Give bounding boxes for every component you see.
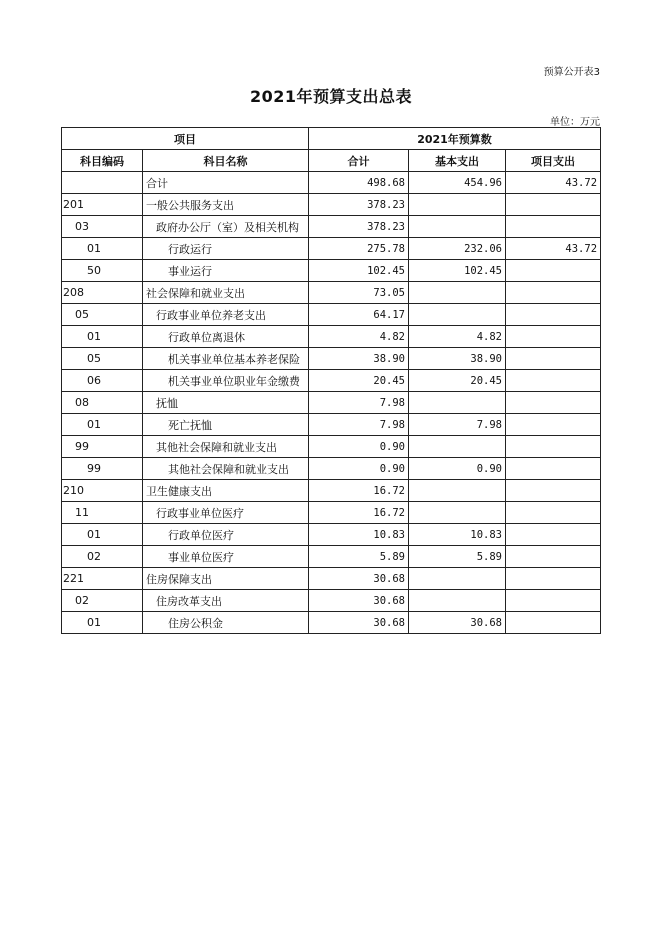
- header-basic: 基本支出: [409, 150, 506, 172]
- cell-name: 卫生健康支出: [143, 480, 309, 502]
- table-row: [62, 612, 601, 634]
- cell-project: [506, 348, 601, 370]
- header-total: 合计: [309, 150, 409, 172]
- cell-code: 05: [62, 348, 143, 370]
- cell-code: 208: [62, 282, 143, 304]
- table-row: [62, 370, 601, 392]
- cell-total: 275.78: [309, 238, 409, 260]
- cell-name: 机关事业单位职业年金缴费: [143, 370, 309, 392]
- cell-basic: 232.06: [409, 238, 506, 260]
- cell-project: [506, 458, 601, 480]
- cell-basic: [409, 480, 506, 502]
- cell-name: 合计: [143, 172, 309, 194]
- cell-name: 住房保障支出: [143, 568, 309, 590]
- cell-code: 01: [62, 326, 143, 348]
- cell-total: 64.17: [309, 304, 409, 326]
- cell-basic: [409, 216, 506, 238]
- cell-name: 社会保障和就业支出: [143, 282, 309, 304]
- table-row: [62, 260, 601, 282]
- cell-name: 政府办公厅（室）及相关机构: [143, 216, 309, 238]
- header-row-2: [62, 150, 601, 172]
- table-row: [62, 326, 601, 348]
- cell-basic: 10.83: [409, 524, 506, 546]
- cell-total: 73.05: [309, 282, 409, 304]
- cell-project: [506, 282, 601, 304]
- header-budget: 2021年预算数: [309, 128, 601, 150]
- cell-code: 99: [62, 458, 143, 480]
- cell-basic: [409, 568, 506, 590]
- cell-code: 03: [62, 216, 143, 238]
- cell-name: 一般公共服务支出: [143, 194, 309, 216]
- table-row: [62, 502, 601, 524]
- cell-basic: [409, 194, 506, 216]
- cell-basic: 102.45: [409, 260, 506, 282]
- cell-project: [506, 260, 601, 282]
- cell-name: 事业单位医疗: [143, 546, 309, 568]
- header-code: 科目编码: [62, 150, 143, 172]
- table-row: [62, 238, 601, 260]
- table-row: [62, 392, 601, 414]
- cell-total: 378.23: [309, 194, 409, 216]
- table-row: [62, 568, 601, 590]
- cell-project: [506, 414, 601, 436]
- table-row: [62, 590, 601, 612]
- cell-name: 抚恤: [143, 392, 309, 414]
- cell-basic: [409, 436, 506, 458]
- cell-total: 16.72: [309, 480, 409, 502]
- table-row: [62, 546, 601, 568]
- cell-name: 住房改革支出: [143, 590, 309, 612]
- cell-project: [506, 392, 601, 414]
- cell-basic: 4.82: [409, 326, 506, 348]
- table-row: [62, 172, 601, 194]
- table-body: [62, 172, 601, 634]
- cell-basic: 454.96: [409, 172, 506, 194]
- cell-basic: 0.90: [409, 458, 506, 480]
- cell-name: 事业运行: [143, 260, 309, 282]
- table-row: [62, 348, 601, 370]
- cell-name: 其他社会保障和就业支出: [143, 436, 309, 458]
- cell-project: [506, 524, 601, 546]
- cell-name: 机关事业单位基本养老保险: [143, 348, 309, 370]
- cell-code: 05: [62, 304, 143, 326]
- cell-project: [506, 194, 601, 216]
- table-row: [62, 458, 601, 480]
- cell-code: 06: [62, 370, 143, 392]
- cell-total: 5.89: [309, 546, 409, 568]
- cell-project: [506, 216, 601, 238]
- table-row: [62, 216, 601, 238]
- cell-basic: [409, 590, 506, 612]
- cell-name: 行政单位离退休: [143, 326, 309, 348]
- cell-code: 02: [62, 546, 143, 568]
- form-number: 预算公开表3: [543, 67, 600, 78]
- cell-project: 43.72: [506, 172, 601, 194]
- table-row: [62, 194, 601, 216]
- cell-name: 行政事业单位医疗: [143, 502, 309, 524]
- table-row: [62, 524, 601, 546]
- cell-project: [506, 326, 601, 348]
- cell-basic: 20.45: [409, 370, 506, 392]
- cell-total: 7.98: [309, 392, 409, 414]
- cell-total: 498.68: [309, 172, 409, 194]
- cell-project: [506, 304, 601, 326]
- cell-total: 7.98: [309, 414, 409, 436]
- cell-name: 行政单位医疗: [143, 524, 309, 546]
- header-item: 项目: [62, 128, 309, 150]
- table-row: [62, 304, 601, 326]
- table-row: [62, 414, 601, 436]
- cell-total: 30.68: [309, 612, 409, 634]
- cell-total: 30.68: [309, 590, 409, 612]
- table-row: [62, 282, 601, 304]
- cell-code: 01: [62, 238, 143, 260]
- budget-table: [61, 127, 601, 634]
- cell-code: 11: [62, 502, 143, 524]
- cell-basic: [409, 282, 506, 304]
- cell-code: 99: [62, 436, 143, 458]
- cell-name: 住房公积金: [143, 612, 309, 634]
- cell-total: 20.45: [309, 370, 409, 392]
- table-row: [62, 436, 601, 458]
- cell-code: 210: [62, 480, 143, 502]
- cell-code: 08: [62, 392, 143, 414]
- cell-code: 01: [62, 612, 143, 634]
- cell-total: 378.23: [309, 216, 409, 238]
- cell-code: 201: [62, 194, 143, 216]
- cell-code: [62, 172, 143, 194]
- cell-project: [506, 590, 601, 612]
- cell-basic: [409, 304, 506, 326]
- cell-project: 43.72: [506, 238, 601, 260]
- header-project: 项目支出: [506, 150, 601, 172]
- header-name: 科目名称: [143, 150, 309, 172]
- unit-label: 单位：万元: [550, 117, 600, 128]
- cell-total: 4.82: [309, 326, 409, 348]
- cell-code: 01: [62, 524, 143, 546]
- cell-total: 102.45: [309, 260, 409, 282]
- cell-project: [506, 480, 601, 502]
- cell-total: 16.72: [309, 502, 409, 524]
- page-title: 2021年预算支出总表: [249, 87, 413, 106]
- cell-project: [506, 370, 601, 392]
- table-row: [62, 480, 601, 502]
- cell-project: [506, 436, 601, 458]
- cell-basic: 30.68: [409, 612, 506, 634]
- cell-name: 死亡抚恤: [143, 414, 309, 436]
- cell-total: 0.90: [309, 458, 409, 480]
- cell-code: 02: [62, 590, 143, 612]
- cell-project: [506, 502, 601, 524]
- cell-total: 30.68: [309, 568, 409, 590]
- cell-total: 10.83: [309, 524, 409, 546]
- cell-basic: 38.90: [409, 348, 506, 370]
- cell-code: 50: [62, 260, 143, 282]
- cell-basic: [409, 392, 506, 414]
- cell-basic: 5.89: [409, 546, 506, 568]
- cell-project: [506, 568, 601, 590]
- cell-project: [506, 612, 601, 634]
- cell-project: [506, 546, 601, 568]
- cell-total: 38.90: [309, 348, 409, 370]
- cell-code: 221: [62, 568, 143, 590]
- cell-code: 01: [62, 414, 143, 436]
- cell-basic: [409, 502, 506, 524]
- cell-basic: 7.98: [409, 414, 506, 436]
- cell-total: 0.90: [309, 436, 409, 458]
- cell-name: 行政运行: [143, 238, 309, 260]
- header-row-1: [62, 128, 601, 150]
- cell-name: 其他社会保障和就业支出: [143, 458, 309, 480]
- cell-name: 行政事业单位养老支出: [143, 304, 309, 326]
